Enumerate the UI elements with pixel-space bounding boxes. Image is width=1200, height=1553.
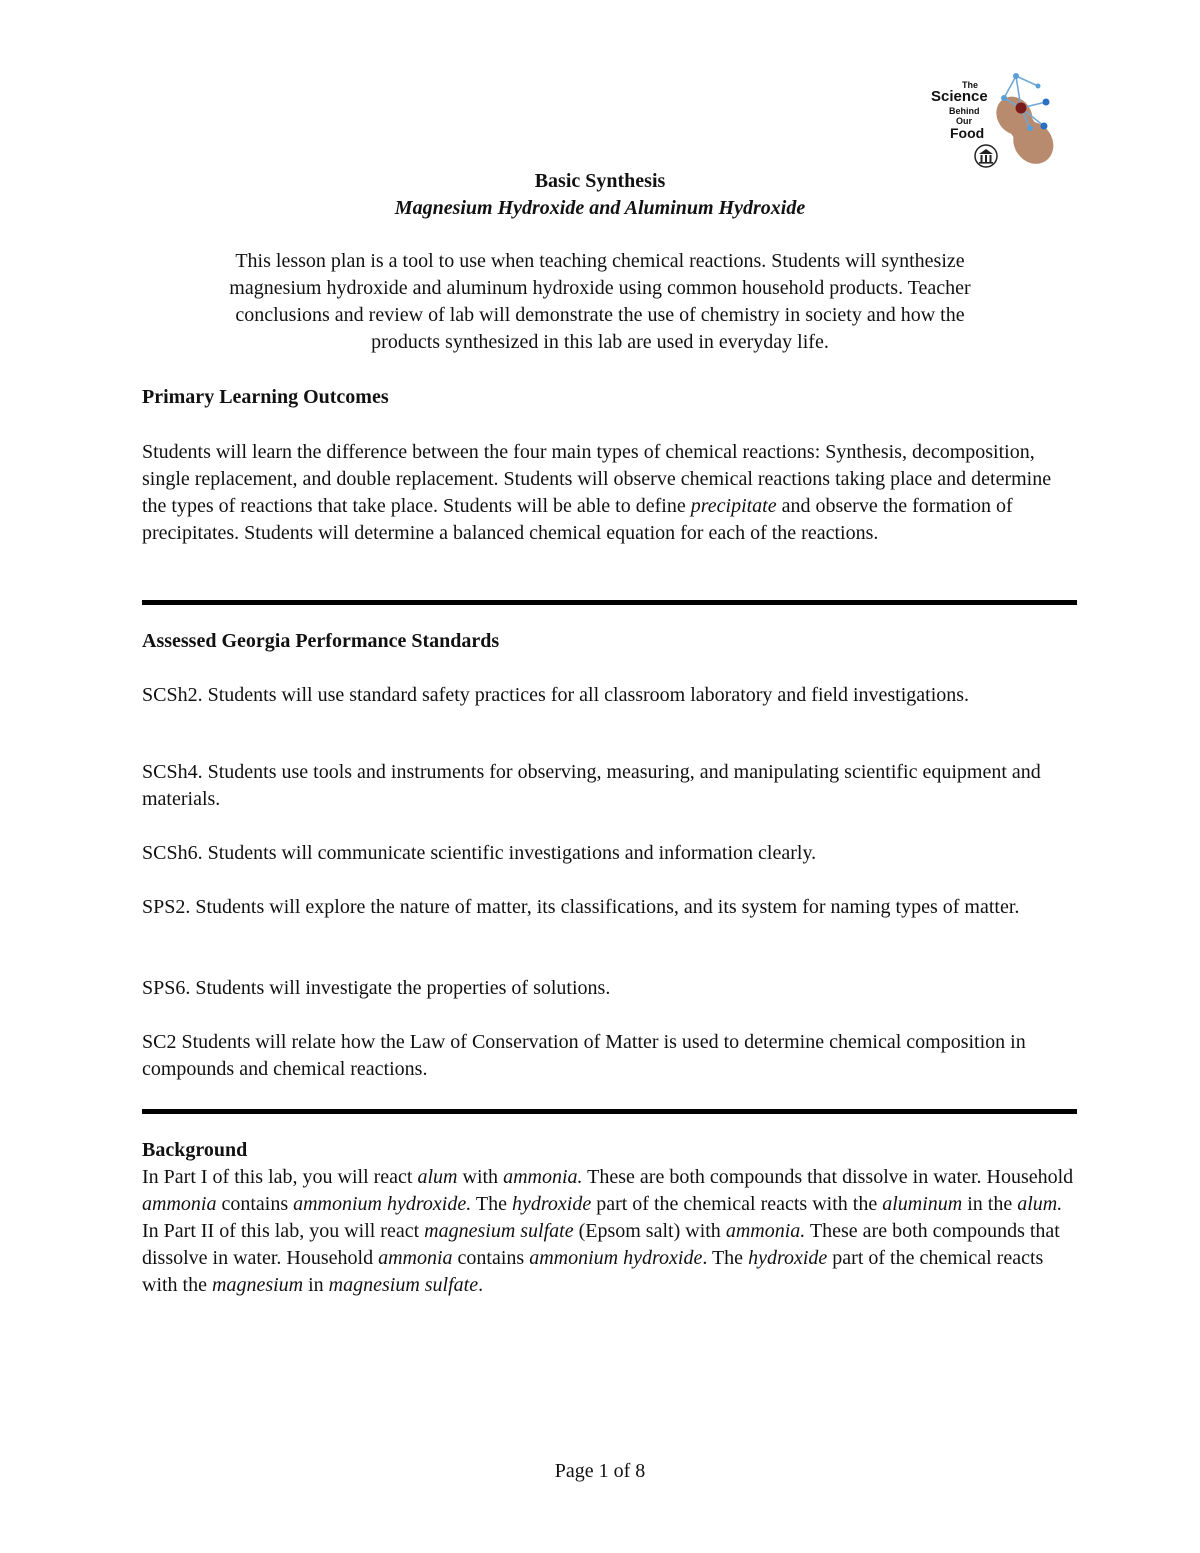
logo-text-food: Food: [950, 125, 985, 141]
standard-item: SCSh2. Students will use standard safety practices for all classroom laboratory and field investigations.: [142, 684, 970, 706]
standards-heading: Assessed Georgia Performance Standards: [142, 630, 500, 652]
standard-item: SPS6. Students will investigate the properties of solutions.: [142, 977, 611, 999]
logo-text-the: The: [962, 80, 979, 90]
page-number: Page 1 of 8: [554, 1460, 646, 1482]
standard-item: SPS2. Students will explore the nature of matter, its classifications, and its system for naming types of matter.: [142, 896, 1020, 918]
document-subtitle: Magnesium Hydroxide and Aluminum Hydroxide: [394, 197, 806, 219]
background-paragraph: In Part I of this lab, you will react alum with ammonia. These are both compounds that dissolve in water. Household ammonia contains ammonium hydroxide. The hydroxide part of the chemical reacts with the aluminum in the alum. In Part II of this lab, you will react magnesium sulfate (Epsom salt) with ammonia. These are both compounds that dissolve in water. Household ammonia contains ammonium hydroxide. The hydroxide part of the chemical reacts with the magnesium in magnesium sulfate.: [142, 1166, 1074, 1296]
logo-text-science: Science: [931, 88, 988, 105]
intro-line: This lesson plan is a tool to use when teaching chemical reactions. Students will synthesize: [235, 250, 965, 272]
logo-text-our: Our: [956, 116, 973, 126]
science-behind-our-food-logo: [928, 68, 1063, 170]
intro-line: products synthesized in this lab are used in everyday life.: [371, 331, 829, 353]
outcomes-paragraph: Students will learn the difference between the four main types of chemical reactions: Synthesis, decomposition, single replacement, and double replacement. Students will observe chemical reactions taking place and determine the types of reactions that take place. Students will be able to define precipitate and observe the formation of precipitates. Students will determine a balanced chemical equation for each of the reactions.: [142, 441, 1052, 544]
background-heading: Background: [142, 1139, 248, 1161]
precipitate-term: precipitate: [690, 495, 777, 517]
intro-line: conclusions and review of lab will demonstrate the use of chemistry in society and how the: [235, 304, 965, 326]
outcomes-heading: Primary Learning Outcomes: [142, 386, 389, 408]
intro-paragraph: [140, 248, 1060, 356]
logo-text-behind: Behind: [949, 106, 980, 116]
standard-item: SCSh4. Students use tools and instruments for observing, measuring, and manipulating scientific equipment and materials.: [142, 761, 1041, 810]
section-divider: [142, 1109, 1077, 1114]
section-divider: [142, 600, 1077, 605]
standard-item: SCSh6. Students will communicate scientific investigations and information clearly.: [142, 842, 817, 864]
standard-item: SC2 Students will relate how the Law of Conservation of Matter is used to determine chemical composition in compounds and chemical reactions.: [142, 1031, 1026, 1080]
molecule-peanut-icon: [928, 68, 1063, 170]
document-title: Basic Synthesis: [534, 170, 666, 192]
intro-line: magnesium hydroxide and aluminum hydroxide using common household products. Teacher: [229, 277, 971, 299]
